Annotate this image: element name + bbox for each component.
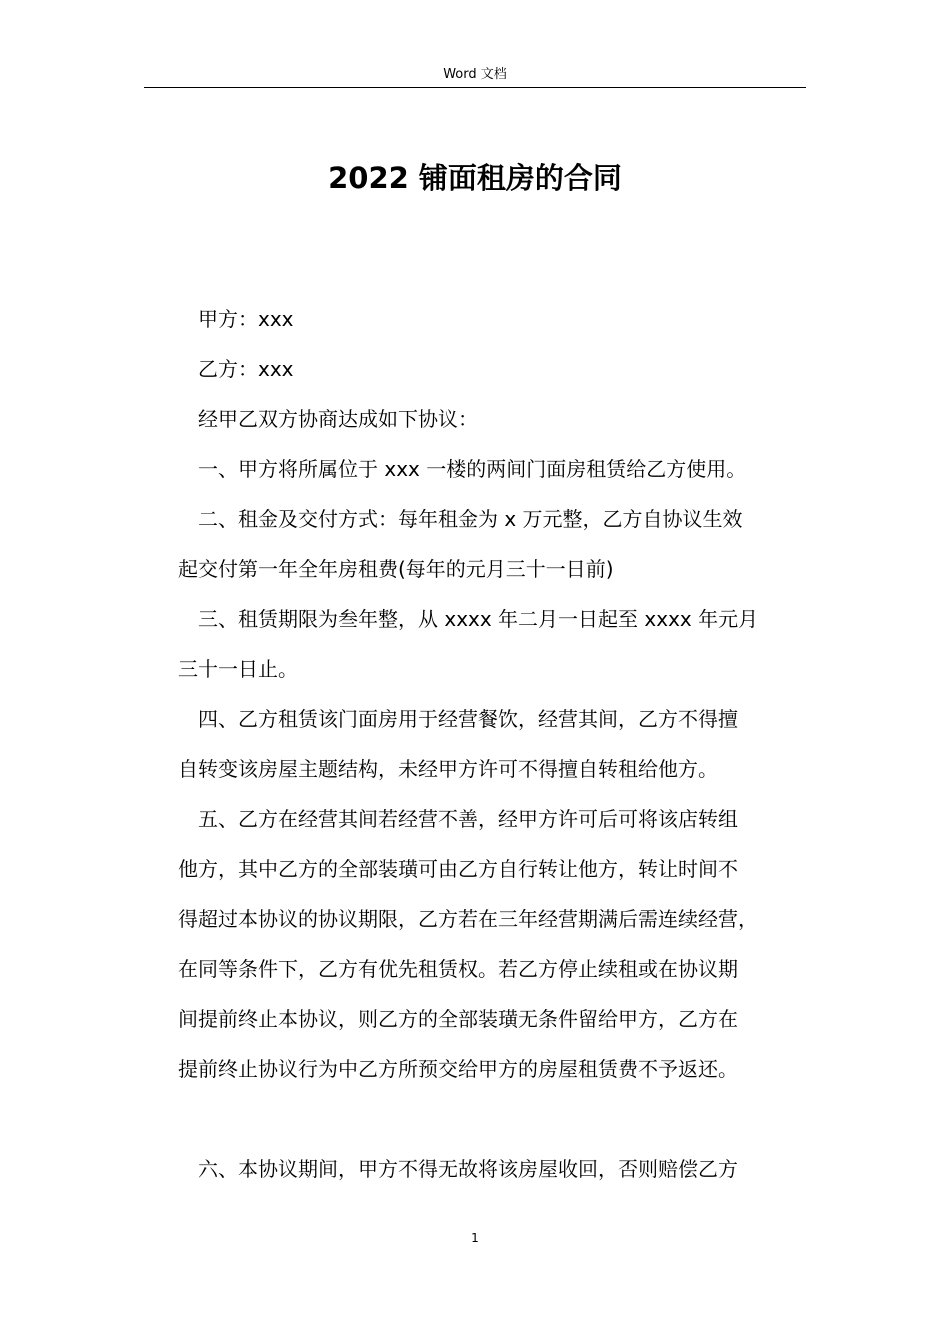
- clause-1: 一、甲方将所属位于 xxx 一楼的两间门面房租赁给乙方使用。: [198, 457, 747, 481]
- clause-4-continued: 自转变该房屋主题结构，未经甲方许可不得擅自转租给他方。: [178, 757, 718, 781]
- page-number: 1: [471, 1231, 479, 1245]
- party-a-line: 甲方：xxx: [198, 307, 294, 331]
- document-body: [178, 294, 802, 1194]
- clause-5-line-6: 提前终止协议行为中乙方所预交给甲方的房屋租赁费不予返还。: [178, 1057, 738, 1081]
- clause-5-line-5: 间提前终止本协议，则乙方的全部装璜无条件留给甲方，乙方在: [178, 1007, 738, 1031]
- page-header: Word 文档: [443, 67, 507, 82]
- clause-2-continued: 起交付第一年全年房租费(每年的元月三十一日前): [178, 557, 614, 581]
- clause-6: 六、本协议期间，甲方不得无故将该房屋收回，否则赔偿乙方: [198, 1157, 738, 1181]
- party-b-line: 乙方：xxx: [198, 357, 294, 381]
- clause-3: 三、租赁期限为叁年整，从 xxxx 年二月一日起至 xxxx 年元月: [198, 607, 759, 631]
- header-divider: [144, 87, 806, 88]
- clause-3-continued: 三十一日止。: [178, 657, 298, 681]
- clause-5-line-3: 得超过本协议的协议期限，乙方若在三年经营期满后需连续经营，: [178, 907, 758, 931]
- document-title: 2022 铺面租房的合同: [328, 161, 622, 195]
- clause-4: 四、乙方租赁该门面房用于经营餐饮，经营其间，乙方不得擅: [198, 707, 738, 731]
- clause-5-line-4: 在同等条件下，乙方有优先租赁权。若乙方停止续租或在协议期: [178, 957, 738, 981]
- clause-5: 五、乙方在经营其间若经营不善，经甲方许可后可将该店转组: [198, 807, 738, 831]
- agreement-intro: 经甲乙双方协商达成如下协议：: [198, 407, 478, 431]
- clause-2: 二、租金及交付方式：每年租金为 x 万元整，乙方自协议生效: [198, 507, 743, 531]
- clause-5-line-2: 他方，其中乙方的全部装璜可由乙方自行转让他方，转让时间不: [178, 857, 738, 881]
